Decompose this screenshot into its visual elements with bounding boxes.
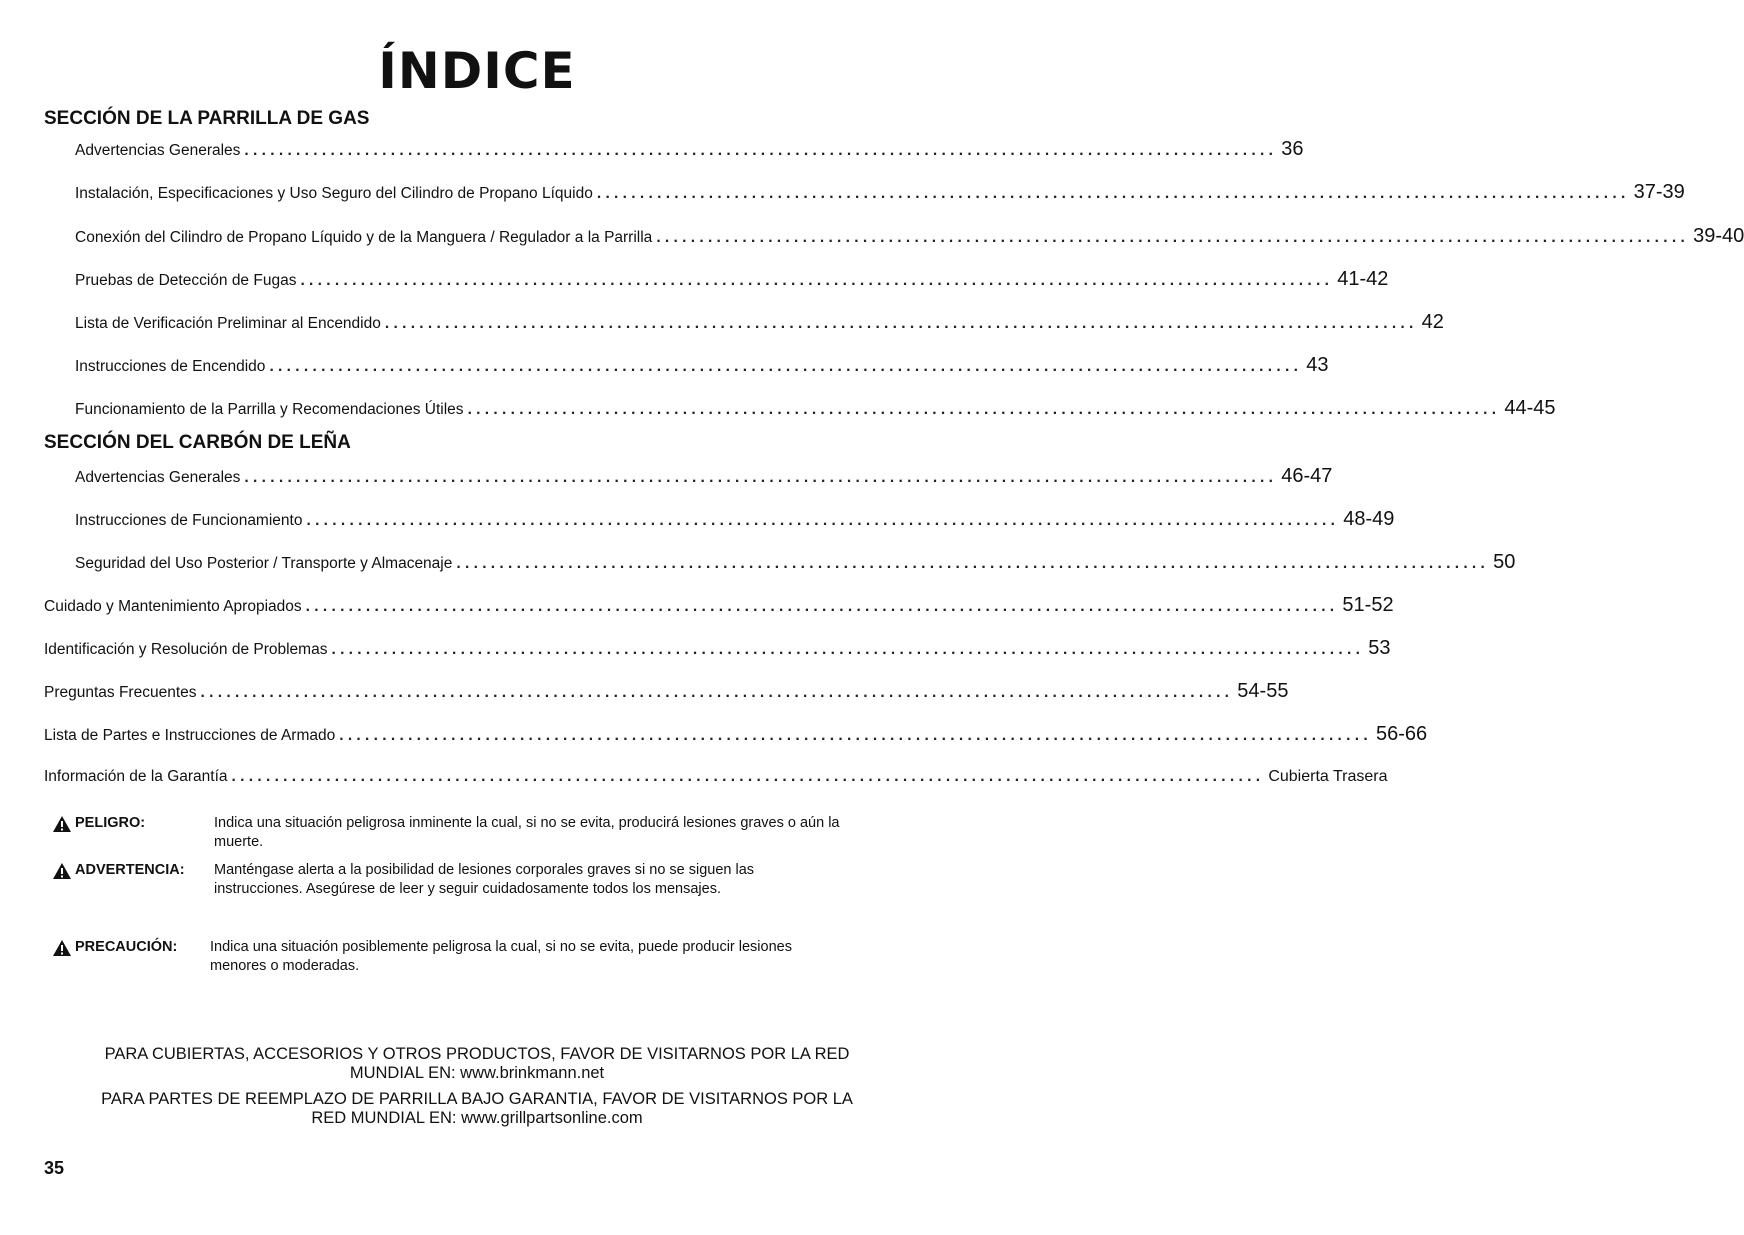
toc-entry-label: Advertencias Generales	[75, 469, 241, 486]
toc-entry[interactable]	[44, 680, 1289, 704]
section-heading-charcoal: SECCIÓN DEL CARBÓN DE LEÑA	[44, 432, 351, 453]
warning-text-line: Manténgase alerta a la posibilidad de lesiones corporales graves si no se siguen las	[214, 862, 755, 878]
toc-leader-dots: ........................................................................................................................	[306, 512, 1340, 529]
toc-entry[interactable]	[75, 225, 1744, 249]
toc-entry-page: 51-52	[1342, 594, 1394, 616]
toc-entry[interactable]	[75, 138, 1304, 162]
toc-entry[interactable]	[75, 311, 1444, 335]
toc-entry[interactable]	[44, 637, 1391, 661]
toc-leader-dots: ........................................................................................................................	[456, 555, 1490, 572]
toc-entry-page: 50	[1493, 551, 1516, 573]
toc-entry-page: 37-39	[1633, 181, 1685, 203]
toc-entry[interactable]	[75, 181, 1685, 205]
toc-leader-dots: ........................................................................................................................	[656, 229, 1690, 246]
toc-entry[interactable]	[75, 397, 1556, 421]
footer-line: MUNDIAL EN: www.brinkmann.net	[349, 1064, 605, 1082]
toc-entry[interactable]	[75, 551, 1516, 575]
toc-leader-dots: ........................................................................................................................	[200, 684, 1234, 701]
warning-triangle-icon	[52, 815, 72, 833]
toc-entry[interactable]	[75, 508, 1395, 532]
warning-triangle-icon	[52, 939, 72, 957]
toc-entry[interactable]	[75, 268, 1389, 292]
warning-text-line: Indica una situación posiblemente peligrosa la cual, si no se evita, puede producir lesiones	[210, 939, 792, 955]
toc-entry-label: Preguntas Frecuentes	[44, 684, 197, 701]
footer-line: PARA CUBIERTAS, ACCESORIOS Y OTROS PRODUCTOS, FAVOR DE VISITARNOS POR LA RED	[104, 1045, 850, 1063]
toc-entry-page: 53	[1368, 637, 1391, 659]
page-title: ÍNDICE	[378, 42, 576, 100]
toc-entry-label: Instrucciones de Encendido	[75, 358, 266, 375]
warning-triangle-icon	[52, 862, 72, 880]
warning-text	[214, 814, 839, 852]
warning-label-text: ADVERTENCIA:	[75, 862, 185, 878]
footer-accessories	[40, 1045, 914, 1083]
warning-label	[52, 861, 185, 880]
warning-text-line: Indica una situación peligrosa inminente la cual, si no se evita, producirá lesiones graves o aún la	[214, 815, 840, 831]
toc-entry[interactable]	[44, 723, 1428, 747]
toc-entry-page: 54-55	[1237, 680, 1289, 702]
toc-entry-page: 39-40	[1693, 225, 1744, 247]
toc-entry-label: Seguridad del Uso Posterior / Transporte y Almacenaje	[75, 555, 453, 572]
toc-leader-dots: ........................................................................................................................	[596, 185, 1630, 202]
warning-text-line: muerte.	[214, 834, 264, 850]
toc-entry-page: 56-66	[1376, 723, 1428, 745]
toc-entry[interactable]	[44, 594, 1394, 618]
toc-entry-label: Funcionamiento de la Parrilla y Recomendaciones Útiles	[75, 401, 464, 418]
warning-text	[214, 861, 754, 899]
toc-entry[interactable]	[75, 354, 1329, 378]
toc-entry-label: Información de la Garantía	[44, 768, 228, 785]
toc-entry[interactable]	[44, 766, 1388, 788]
warning-text-line: instrucciones. Asegúrese de leer y seguir cuidadosamente todos los mensajes.	[214, 881, 721, 897]
warning-text-line: menores o moderadas.	[210, 958, 360, 974]
toc-entry-label: Pruebas de Detección de Fugas	[75, 272, 297, 289]
toc-entry-page: 41-42	[1337, 268, 1389, 290]
toc-entry-page: 43	[1306, 354, 1329, 376]
toc-leader-dots: ........................................................................................................................	[467, 401, 1501, 418]
warning-label	[52, 814, 145, 833]
toc-leader-dots: ........................................................................................................................	[305, 598, 1339, 615]
toc-leader-dots: ........................................................................................................................	[339, 727, 1372, 744]
toc-leader-dots: ........................................................................................................................	[300, 272, 1334, 289]
toc-leader-dots: ........................................................................................................................	[331, 641, 1365, 658]
footer-parts	[40, 1090, 914, 1128]
warning-label-text: PELIGRO:	[75, 815, 146, 831]
toc-entry-label: Instrucciones de Funcionamiento	[75, 512, 303, 529]
toc-leader-dots: ........................................................................................................................	[384, 315, 1418, 332]
toc-leader-dots: ........................................................................................................................	[269, 358, 1303, 375]
toc-entry-page: 36	[1281, 138, 1304, 160]
toc-entry-page: Cubierta Trasera	[1268, 768, 1388, 785]
page-number: 35	[44, 1158, 65, 1178]
toc-entry-page: 44-45	[1504, 397, 1556, 419]
toc-leader-dots: ........................................................................................................................	[244, 142, 1278, 159]
toc-entry-page: 42	[1421, 311, 1444, 333]
toc-entry-page: 46-47	[1281, 465, 1333, 487]
toc-entry[interactable]	[75, 465, 1333, 489]
toc-entry-label: Lista de Partes e Instrucciones de Armado	[44, 727, 336, 744]
warning-label	[52, 938, 177, 957]
footer-line: PARA PARTES DE REEMPLAZO DE PARRILLA BAJO GARANTIA, FAVOR DE VISITARNOS POR LA	[101, 1090, 853, 1108]
toc-leader-dots: ........................................................................................................................	[244, 469, 1278, 486]
toc-entry-label: Advertencias Generales	[75, 142, 241, 159]
section-heading-gas: SECCIÓN DE LA PARRILLA DE GAS	[44, 108, 370, 129]
toc-entry-label: Cuidado y Mantenimiento Apropiados	[44, 598, 302, 615]
toc-entry-page: 48-49	[1343, 508, 1395, 530]
toc-entry-label: Identificación y Resolución de Problemas	[44, 641, 328, 658]
toc-entry-label: Lista de Verificación Preliminar al Encendido	[75, 315, 381, 332]
footer-line: RED MUNDIAL EN: www.grillpartsonline.com	[311, 1109, 643, 1127]
warning-text	[210, 938, 792, 976]
warning-label-text: PRECAUCIÓN:	[75, 939, 178, 955]
toc-entry-label: Instalación, Especificaciones y Uso Seguro del Cilindro de Propano Líquido	[75, 185, 593, 202]
toc-entry-label: Conexión del Cilindro de Propano Líquido y de la Manguera / Regulador a la Parrilla	[75, 229, 653, 246]
toc-leader-dots: ........................................................................................................................	[231, 768, 1265, 785]
